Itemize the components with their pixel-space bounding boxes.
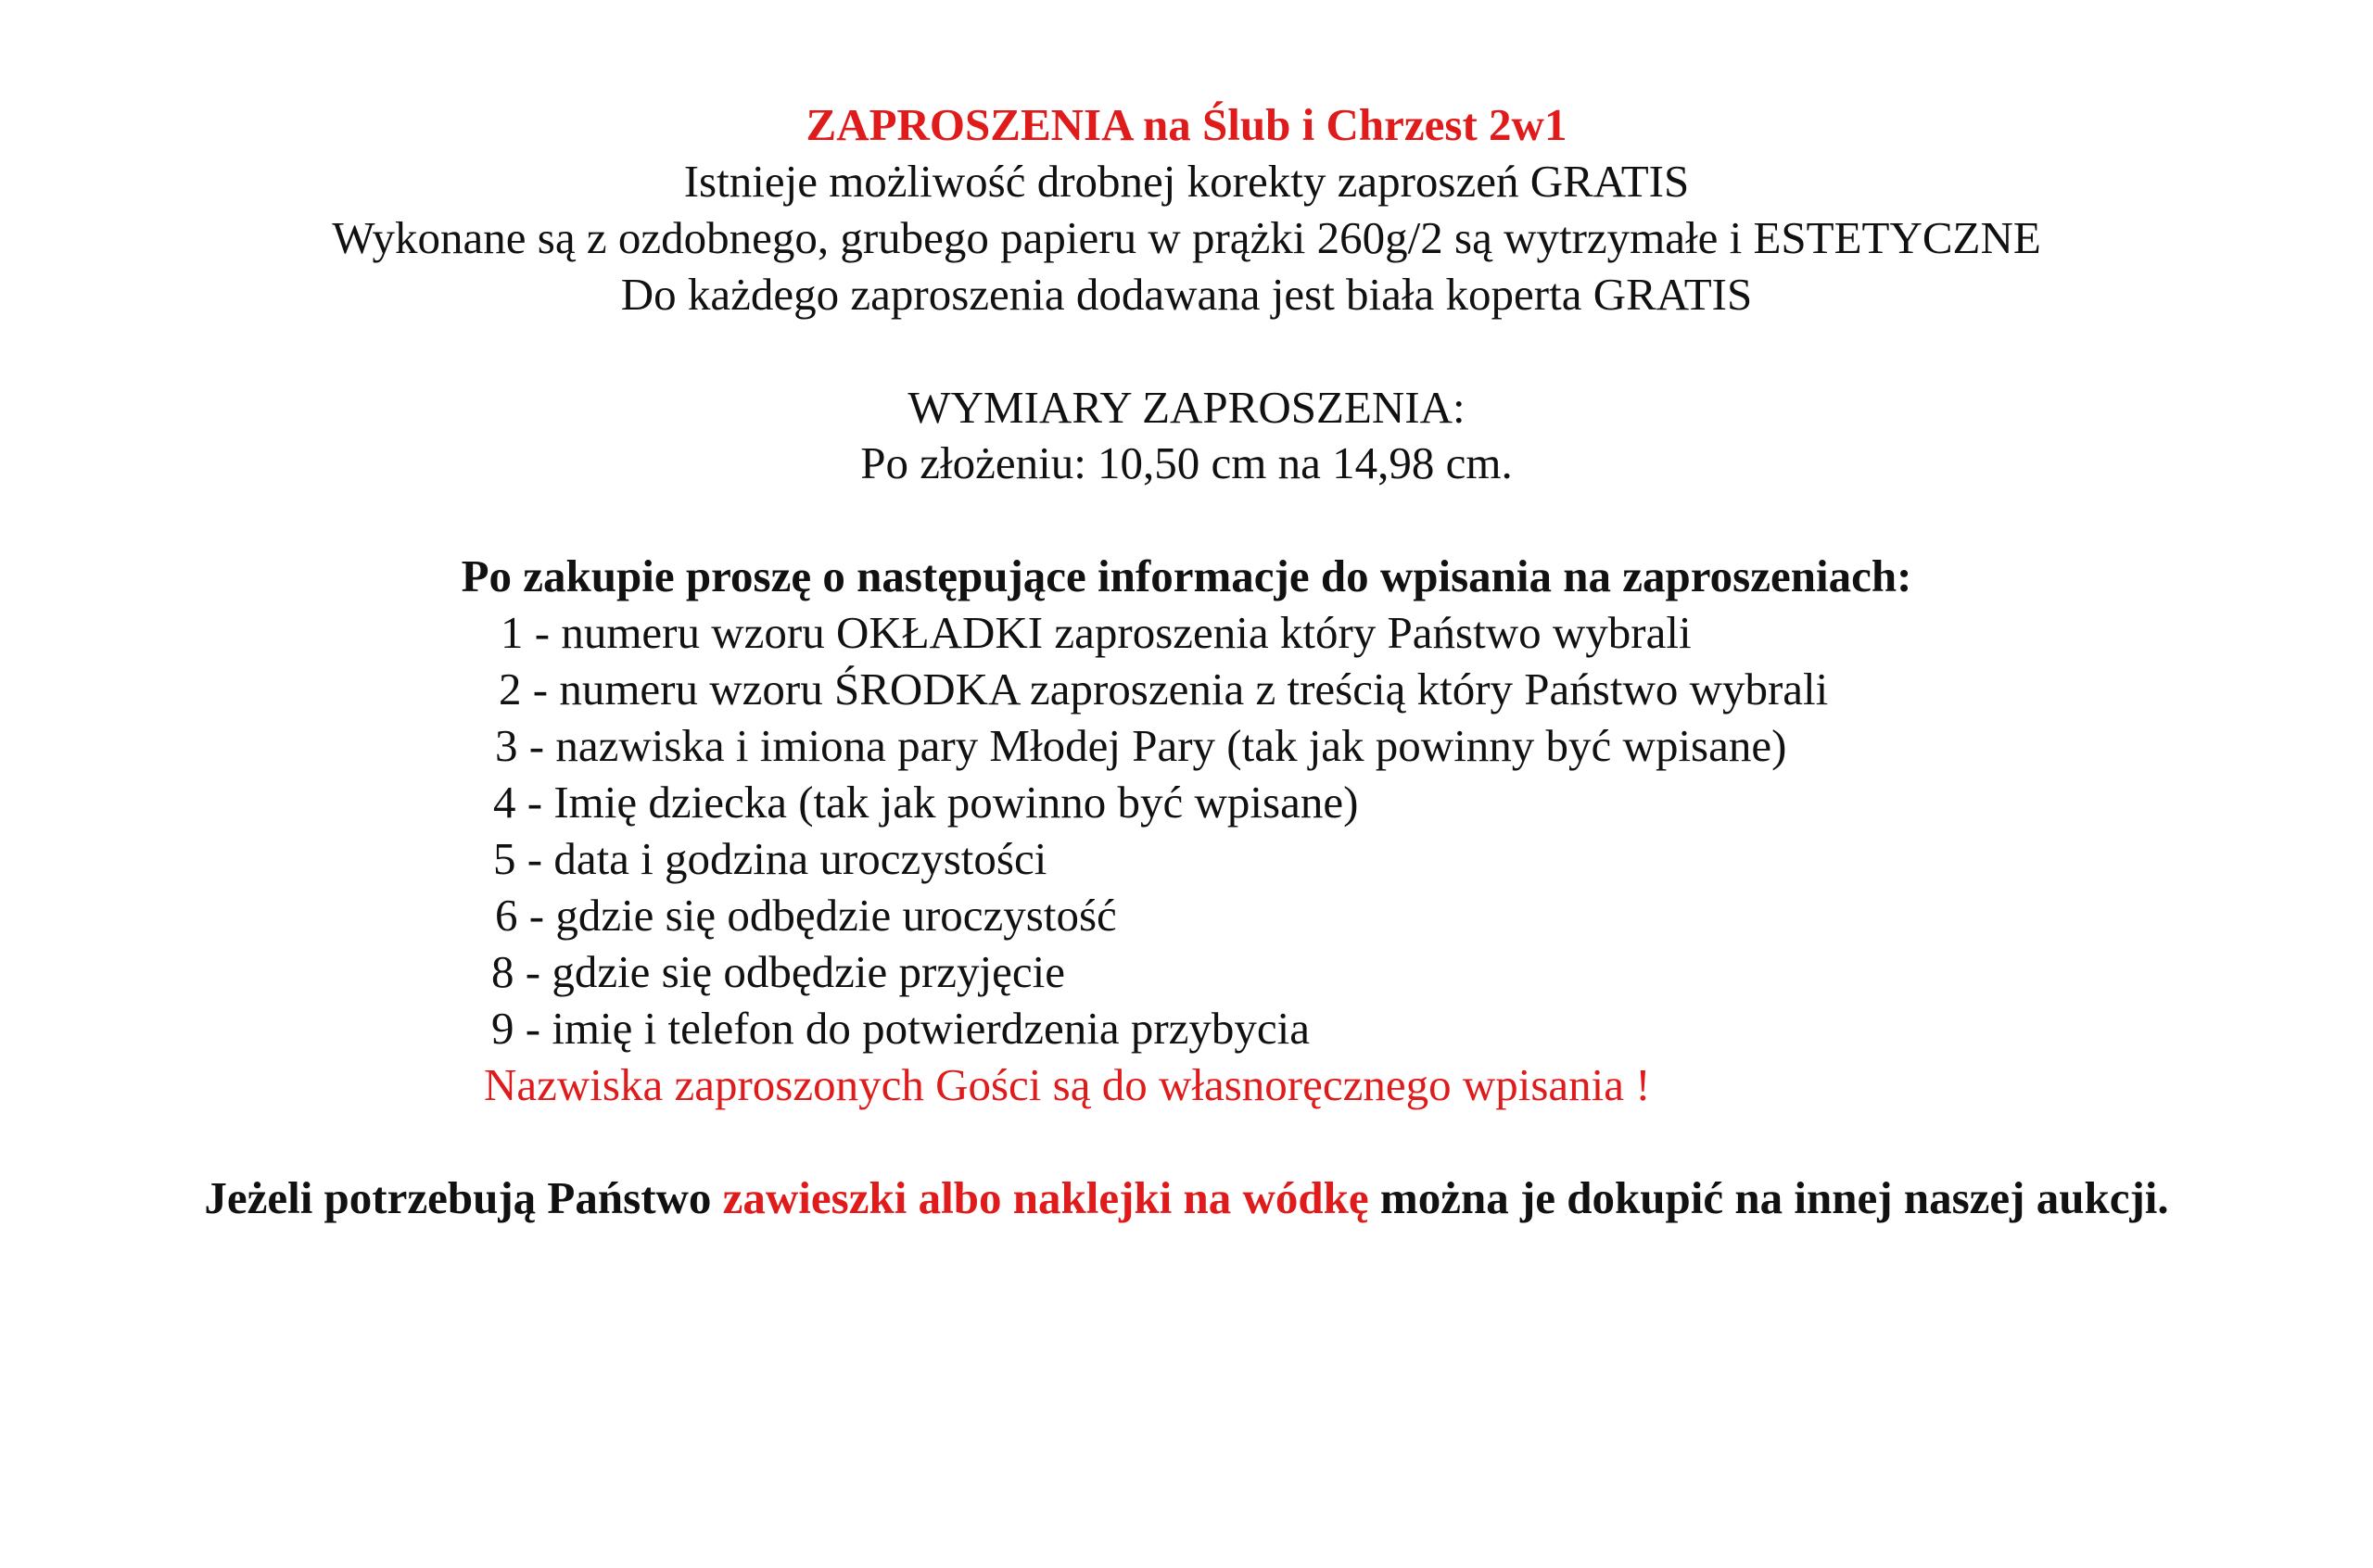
footer-note [0,1170,2373,1226]
intro-line-envelope: Do każdego zaproszenia dodawana jest biała koperta GRATIS [620,269,1753,320]
info-item-rsvp: 9 - imię i telefon do potwierdzenia przybycia [491,1003,1311,1054]
info-item-inside: 2 - numeru wzoru ŚRODKA zaproszenia z treścią który Państwo wybrali [499,664,1829,714]
intro-line-correction: Istnieje możliwość drobnej korekty zaproszeń GRATIS [683,156,1690,207]
footer-text-end: można je dokupić na innej naszej aukcji. [1368,1172,2169,1223]
info-item-names: 3 - nazwiska i imiona pary Młodej Pary (tak jak powinny być wpisane) [495,720,1787,771]
info-item-date-time: 5 - data i godzina uroczystości [493,833,1047,884]
guest-names-note: Nazwiska zaproszonych Gości są do własnoręcznego wpisania ! [484,1059,1651,1110]
document-title: ZAPROSZENIA na Ślub i Chrzest 2w1 [806,99,1567,150]
info-request-heading: Po zakupie proszę o następujące informacje do wpisania na zaproszeniach: [461,550,1912,601]
info-item-child-name: 4 - Imię dziecka (tak jak powinno być wpisane) [493,777,1359,828]
info-item-cover: 1 - numeru wzoru OKŁADKI zaproszenia który Państwo wybrali [501,607,1692,658]
dimensions-value: Po złożeniu: 10,50 cm na 14,98 cm. [860,437,1513,488]
footer-text-start: Jeżeli potrzebują Państwo [204,1172,723,1223]
intro-line-paper: Wykonane są z ozdobnego, grubego papieru w prążki 260g/2 są wytrzymałe i ESTETYCZNE [332,212,2041,263]
info-item-ceremony-place: 6 - gdzie się odbędzie uroczystość [495,890,1117,941]
dimensions-heading: WYMIARY ZAPROSZENIA: [907,382,1466,433]
footer-highlight: zawieszki albo naklejki na wódkę [722,1172,1369,1223]
info-item-reception-place: 8 - gdzie się odbędzie przyjęcie [491,946,1066,997]
